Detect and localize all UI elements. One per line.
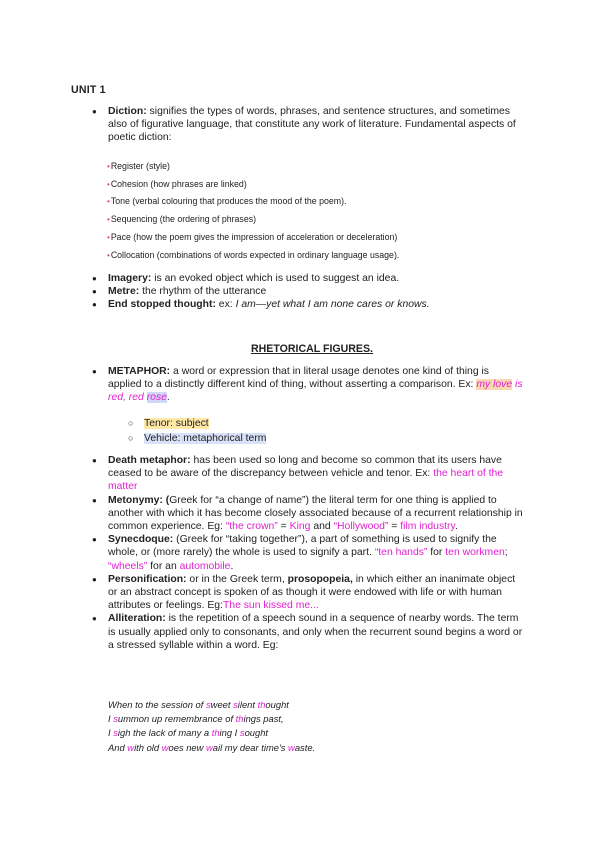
bullet-icon: ● xyxy=(92,614,97,624)
metaphor-parts-list xyxy=(128,416,428,446)
diction-section xyxy=(92,105,522,145)
rhetorical-figures-heading: RHETORICAL FIGURES. xyxy=(250,343,374,355)
alliteration-sound: th xyxy=(211,727,220,739)
alliteration-sound: s xyxy=(239,727,245,739)
alliteration-sound: th xyxy=(257,699,266,710)
personification-item: ● Personification: or in the Greek term, prosopopeia, in which either an inanimate object or an abstract concept is spoken of as though it were endowed with life or with human attributes or feelings. Eg:The sun kissed me... xyxy=(92,573,516,612)
poem-text: When to the session of xyxy=(108,699,206,710)
aspect-item: •Collocation (combinations of words expected in ordinary language usage). xyxy=(107,249,400,260)
bullet-icon: ● xyxy=(92,107,97,116)
aspect-item: •Register (style) xyxy=(107,161,170,171)
unit-title: UNIT 1 xyxy=(71,84,106,96)
small-bullet-icon: • xyxy=(107,215,110,225)
end-stopped-item: ● End stopped thought: ex: I am—yet what I am none cares or knows. xyxy=(92,299,430,311)
bullet-icon: ● xyxy=(92,367,97,376)
bullet-icon: ● xyxy=(92,300,97,310)
metaphor-example-rose: rose xyxy=(146,392,167,404)
poem-line xyxy=(108,726,508,740)
alliteration-item: ● Alliteration: is the repetition of a speech sound in a sequence of nearby words. The term is usually applied only to consonants, and only when the recurrent sound begins a word or a stressed syllable within a word. Eg: xyxy=(92,613,523,651)
metaphor-item: ● METAPHOR: a word or expression that in literal usage denotes one kind of thing is applied to a distinctly different kind of thing, without asserting a comparison. Ex: my love is red, red rose. xyxy=(92,366,523,404)
vehicle-item: ○ Vehicle: metaphorical term xyxy=(128,433,267,444)
poem-text: I xyxy=(108,713,114,725)
metaphor-section xyxy=(92,365,524,405)
alliteration-poem xyxy=(108,698,508,755)
poem-text: ing I xyxy=(219,727,240,739)
poem-text: igh the lack of many a xyxy=(117,727,212,739)
circle-bullet-icon: ○ xyxy=(128,433,134,443)
poem-text: And xyxy=(108,741,128,753)
diction-item xyxy=(92,105,522,145)
imagery-item: ● Imagery: is an evoked object which is used to suggest an idea. xyxy=(92,273,400,284)
poem-line xyxy=(108,741,508,755)
alliteration-sound: s xyxy=(233,699,238,710)
bullet-icon: ● xyxy=(92,574,97,584)
bullet-icon: ● xyxy=(92,456,97,465)
bullet-icon: ● xyxy=(92,274,97,283)
poem-text: aste. xyxy=(294,741,316,753)
death-metaphor-item: ● Death metaphor: has been used so long and become so common that its users have ceased to be aware of the discrepancy between vehicle and tenor. Ex: the heart of the matter xyxy=(92,455,504,493)
metonymy-item: ● Metonymy: (Greek for “a change of name”) the literal term for one thing is applied to another with which it has become closely associated because of a recurrent relationship in common experience. Eg: “the crown” = King and “Hollywood” = film industry. xyxy=(92,494,523,533)
poem-text: ought xyxy=(265,699,289,710)
alliteration-sound: w xyxy=(206,741,213,753)
diction-definition: signifies the types of words, phrases, and sentence structures, and sometimes also of figurative language, that constitute any work of literature. Fundamental aspects of poetic diction: xyxy=(108,106,516,144)
poem-line xyxy=(108,698,508,712)
bullet-icon: ● xyxy=(92,535,97,545)
alliteration-sound: w xyxy=(161,741,169,753)
bullet-icon: ● xyxy=(92,495,97,505)
aspect-item: •Cohesion (how phrases are linked) xyxy=(107,178,247,189)
aspect-item: •Tone (verbal colouring that produces the mood of the poem). xyxy=(107,196,347,207)
alliteration-sound: s xyxy=(205,699,211,710)
alliteration-sound: w xyxy=(288,741,295,753)
diction-term: Diction: xyxy=(108,106,147,117)
alliteration-sound: s xyxy=(113,727,118,739)
bullet-icon: ● xyxy=(92,287,97,297)
metaphor-example-1: my love xyxy=(476,379,513,391)
alliteration-sound: w xyxy=(127,741,135,753)
end-stopped-example: I am—yet what I am none cares or knows. xyxy=(235,299,430,311)
tenor-item: ○ Tenor: subject xyxy=(128,418,209,429)
basic-terms-section xyxy=(92,272,522,312)
alliteration-sound: s xyxy=(113,713,118,725)
circle-bullet-icon: ○ xyxy=(128,418,134,428)
aspect-item: •Pace (how the poem gives the impression of acceleration or deceleration) xyxy=(107,231,398,242)
poem-line xyxy=(108,712,508,726)
figures-section xyxy=(92,454,524,652)
small-bullet-icon: • xyxy=(107,232,110,242)
poem-text: weet xyxy=(210,699,234,710)
poem-text: ought xyxy=(244,727,269,739)
poem-text: ail my dear time's xyxy=(212,741,289,753)
poem-text: I xyxy=(108,727,114,739)
small-bullet-icon: • xyxy=(107,162,110,171)
synecdoque-item: ● Synecdoque: (Greek for “taking together”), a part of something is used to signify the whole, or (more rarely) the whole is used to signify a part. “ten hands” for ten workmen; “wheels” for an automobile. xyxy=(92,534,508,572)
poem-text: ilent xyxy=(237,699,258,710)
small-bullet-icon: • xyxy=(107,250,110,260)
small-bullet-icon: • xyxy=(107,179,110,189)
aspect-item: •Sequencing (the ordering of phrases) xyxy=(107,214,257,225)
small-bullet-icon: • xyxy=(107,197,110,207)
alliteration-sound: th xyxy=(235,713,244,725)
poem-text: ummon up remembrance of xyxy=(117,713,236,725)
metre-item: ● Metre: the rhythm of the utterance xyxy=(92,286,267,298)
diction-aspects-list xyxy=(107,158,527,264)
poem-text: oes new xyxy=(168,741,207,753)
poem-text: ings past, xyxy=(243,713,284,725)
poem-text: ith old xyxy=(134,741,162,753)
